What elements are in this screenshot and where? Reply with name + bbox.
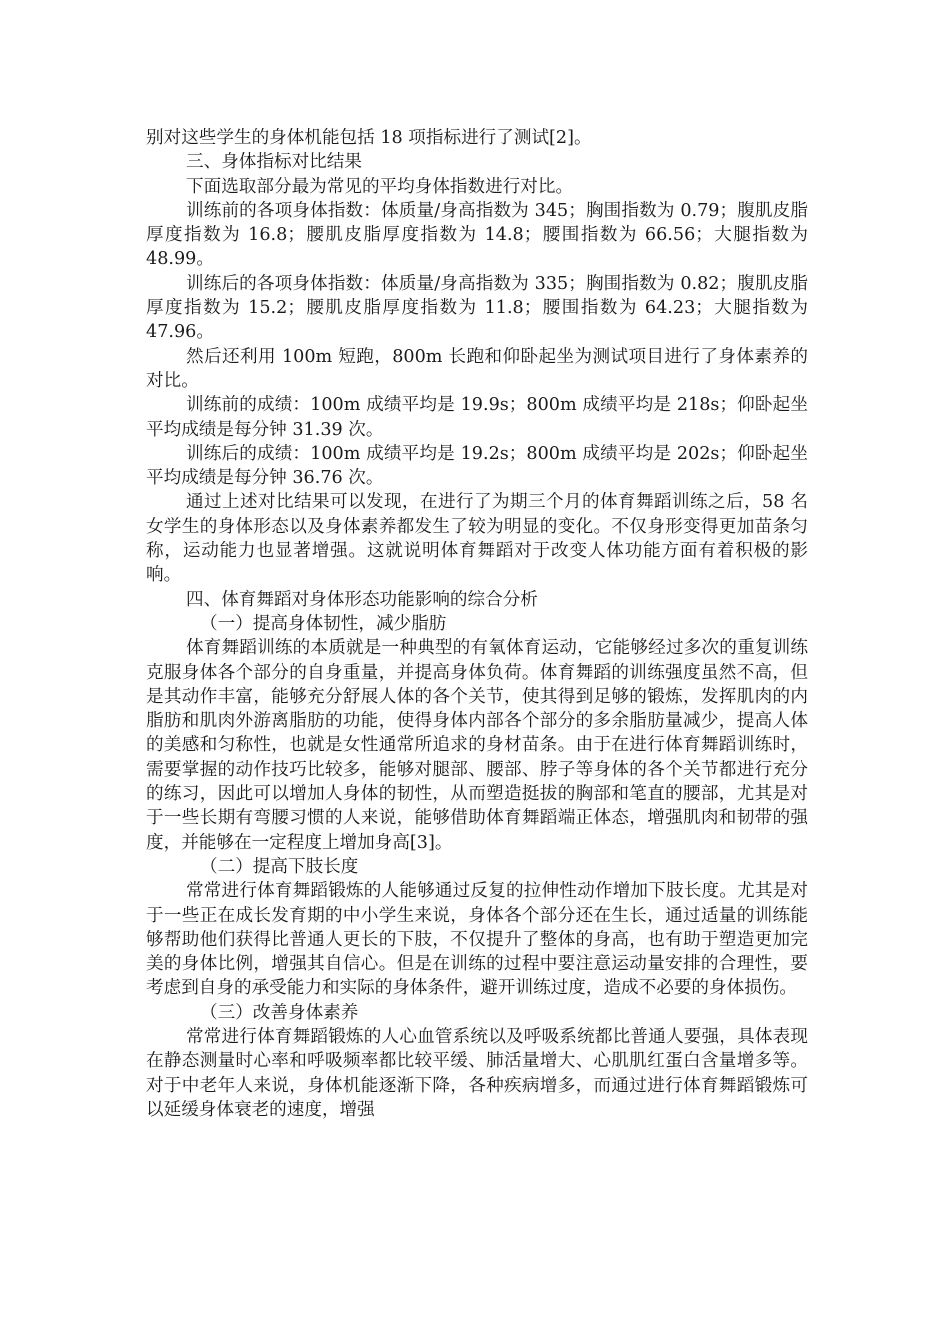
paragraph: 常常进行体育舞蹈锻炼的人能够通过反复的拉伸性动作增加下肢长度。尤其是对于一些正在成长发育期的中小学生来说，身体各个部分还在生长，通过适量的训练能够帮助他们获得比普通人更长的下肢，不仅提升了整体的身高，也有助于塑造更加完美的身体比例，增强其自信心。但是在训练的过程中要注意运动量安排的合理性，要考虑到自身的承受能力和实际的身体条件，避开训练过度，造成不必要的身体损伤。 [146,881,808,999]
document-body [146,126,808,1122]
paragraph: 训练前的各项身体指数：体质量/身高指数为 345；胸围指数为 0.79；腹肌皮脂厚度指数为 16.8；腰肌皮脂厚度指数为 14.8；腰围指数为 66.56；大腿指数为 48.99。 [146,200,808,270]
paragraph-continuation: 别对这些学生的身体机能包括 18 项指标进行了测试[2]。 [146,128,592,148]
subsection-heading-1: （一）提高身体韧性，减少脂肪 [200,613,447,634]
paragraph: 体育舞蹈训练的本质就是一种典型的有氧体育运动，它能够经过多次的重复训练克服身体各个部分的自身重量，并提高身体负荷。体育舞蹈的训练强度虽然不高，但是其动作丰富，能够充分舒展人体的各个关节，使其得到足够的锻炼，发挥肌肉的内脂肪和肌肉外游离脂肪的功能，使得身体内部各个部分的多余脂肪量减少，提高人体的美感和匀称性，也就是女性通常所追求的身材苗条。由于在进行体育舞蹈训练时，需要掌握的动作技巧比较多，能够对腿部、腰部、脖子等身体的各个关节都进行充分的练习，因此可以增加人身体的韧性，从而塑造挺拔的胸部和笔直的腰部，尤其是对于一些长期有弯腰习惯的人来说，能够借助体育舞蹈端正体态，增强肌肉和韧带的强度，并能够在一定程度上增加身高[3]。 [146,638,808,853]
paragraph: 下面选取部分最为常见的平均身体指数进行对比。 [186,176,574,197]
paragraph: 常常进行体育舞蹈锻炼的人心血管系统以及呼吸系统都比普通人要强，具体表现在静态测量时心率和呼吸频率都比较平缓、肺活量增大、心肌肌红蛋白含量增多等。对于中老年人来说，身体机能逐渐下降，各种疾病增多，而通过进行体育舞蹈锻炼可以延缓身体衰老的速度，增强 [146,1026,808,1120]
section-heading-4: 四、体育舞蹈对身体形态功能影响的综合分析 [186,589,538,610]
paragraph: 通过上述对比结果可以发现，在进行了为期三个月的体育舞蹈训练之后，58 名女学生的身体形态以及身体素养都发生了较为明显的变化。不仅身形变得更加苗条匀称，运动能力也显著增强。这就说明体育舞蹈对于改变人体功能方面有着积极的影响。 [146,492,808,586]
paragraph: 训练后的各项身体指数：体质量/身高指数为 335；胸围指数为 0.82；腹肌皮脂厚度指数为 15.2；腰肌皮脂厚度指数为 11.8；腰围指数为 64.23；大腿指数为 47.96。 [146,273,808,343]
subsection-heading-2: （二）提高下肢长度 [200,856,359,877]
section-heading-3: 三、身体指标对比结果 [186,152,362,173]
paragraph: 训练后的成绩：100m 成绩平均是 19.2s；800m 成绩平均是 202s；仰卧起坐平均成绩是每分钟 36.76 次。 [146,443,808,489]
paragraph: 然后还利用 100m 短跑，800m 长跑和仰卧起坐为测试项目进行了身体素养的对比。 [146,346,808,391]
subsection-heading-3: （三）改善身体素养 [200,1002,359,1023]
paragraph: 训练前的成绩：100m 成绩平均是 19.9s；800m 成绩平均是 218s；仰卧起坐平均成绩是每分钟 31.39 次。 [146,395,808,440]
